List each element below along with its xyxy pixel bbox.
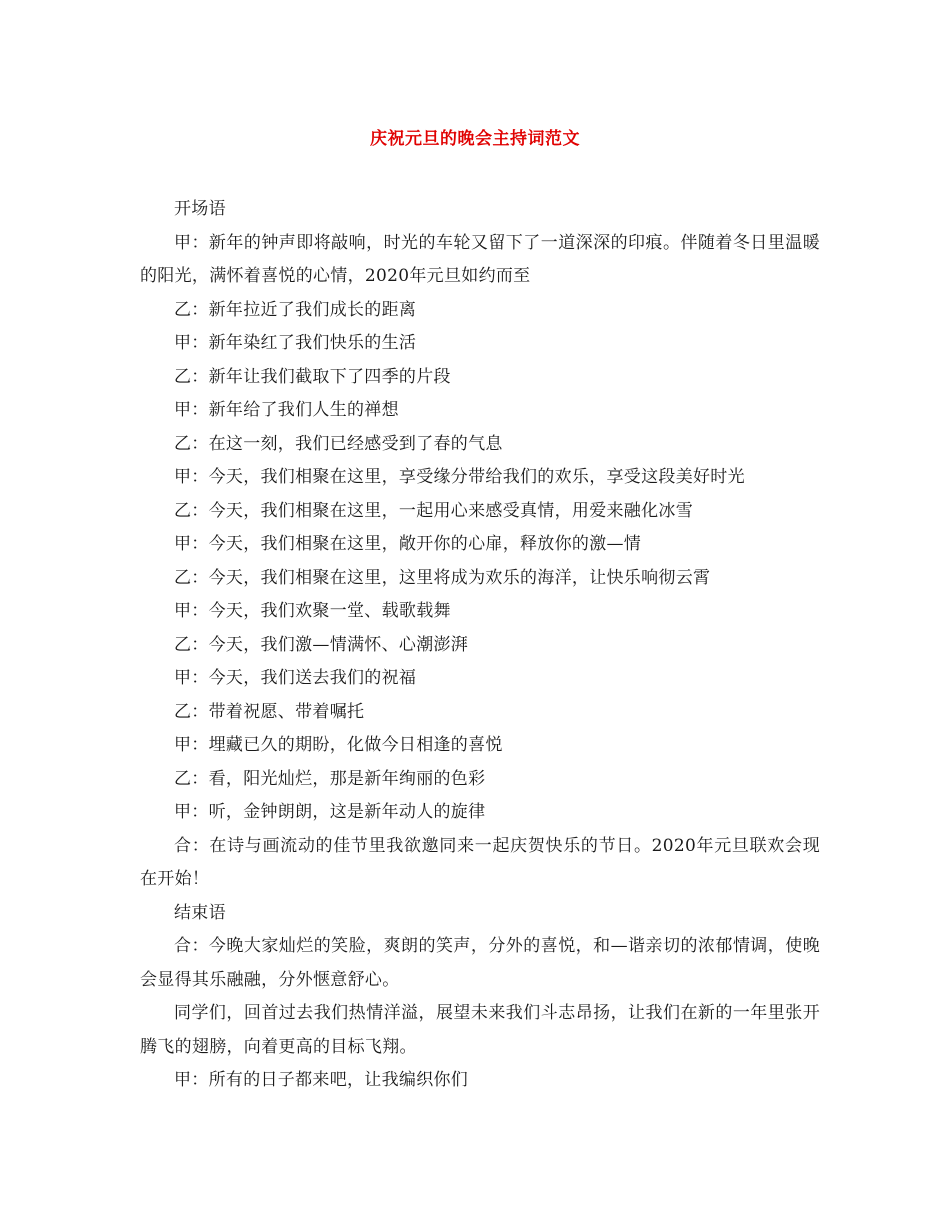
paragraph: 乙：今天，我们相聚在这里，这里将成为欢乐的海洋，让快乐响彻云霄: [174, 567, 711, 588]
paragraph: 乙：新年拉近了我们成长的距离: [174, 299, 417, 320]
paragraph: 合：今晚大家灿烂的笑脸，爽朗的笑声，分外的喜悦，和—谐亲切的浓郁情调，使晚会显得其乐融融，分外惬意舒心。: [140, 936, 820, 990]
document-title: 庆祝元旦的晚会主持词范文: [370, 129, 580, 149]
paragraph: 甲：新年给了我们人生的禅想: [174, 400, 399, 420]
paragraph-closing-heading: 结束语: [174, 902, 226, 923]
paragraph: 甲：今天，我们送去我们的祝福: [174, 668, 417, 688]
paragraph: 甲：新年的钟声即将敲响，时光的车轮又留下了一道深深的印痕。伴随着冬日里温暖的阳光，满怀着喜悦的心情，2020年元旦如约而至: [140, 232, 820, 286]
paragraph: 乙：新年让我们截取下了四季的片段: [174, 366, 451, 387]
paragraph: 甲：埋藏已久的期盼，化做今日相逢的喜悦: [174, 735, 503, 755]
paragraph: 合：在诗与画流动的佳节里我欲邀同来一起庆贺快乐的节日。2020年元旦联欢会现在开始！: [140, 835, 820, 889]
paragraph: 乙：在这一刻，我们已经感受到了春的气息: [174, 433, 503, 454]
paragraph: 甲：听，金钟朗朗，这是新年动人的旋律: [174, 802, 486, 822]
paragraph: 乙：今天，我们激—情满怀、心潮澎湃: [174, 634, 469, 655]
document-body: [140, 193, 820, 1098]
paragraph-opening-heading: 开场语: [174, 199, 226, 219]
paragraph: 乙：带着祝愿、带着嘱托: [174, 701, 365, 722]
paragraph: 乙：看，阳光灿烂，那是新年绚丽的色彩: [174, 768, 486, 789]
paragraph: 甲：今天，我们相聚在这里，敞开你的心扉，释放你的激—情: [174, 534, 642, 554]
paragraph: 同学们，回首过去我们热情洋溢，展望未来我们斗志昂扬，让我们在新的一年里张开腾飞的翅膀，向着更高的目标飞翔。: [140, 1003, 820, 1057]
paragraph: 甲：今天，我们欢聚一堂、载歌载舞: [174, 601, 451, 621]
paragraph: 甲：今天，我们相聚在这里，享受缘分带给我们的欢乐，享受这段美好时光: [174, 467, 745, 487]
paragraph: 乙：今天，我们相聚在这里，一起用心来感受真情，用爱来融化冰雪: [174, 500, 693, 521]
paragraph: 甲：所有的日子都来吧，让我编织你们: [174, 1070, 469, 1090]
paragraph: 甲：新年染红了我们快乐的生活: [174, 333, 417, 353]
